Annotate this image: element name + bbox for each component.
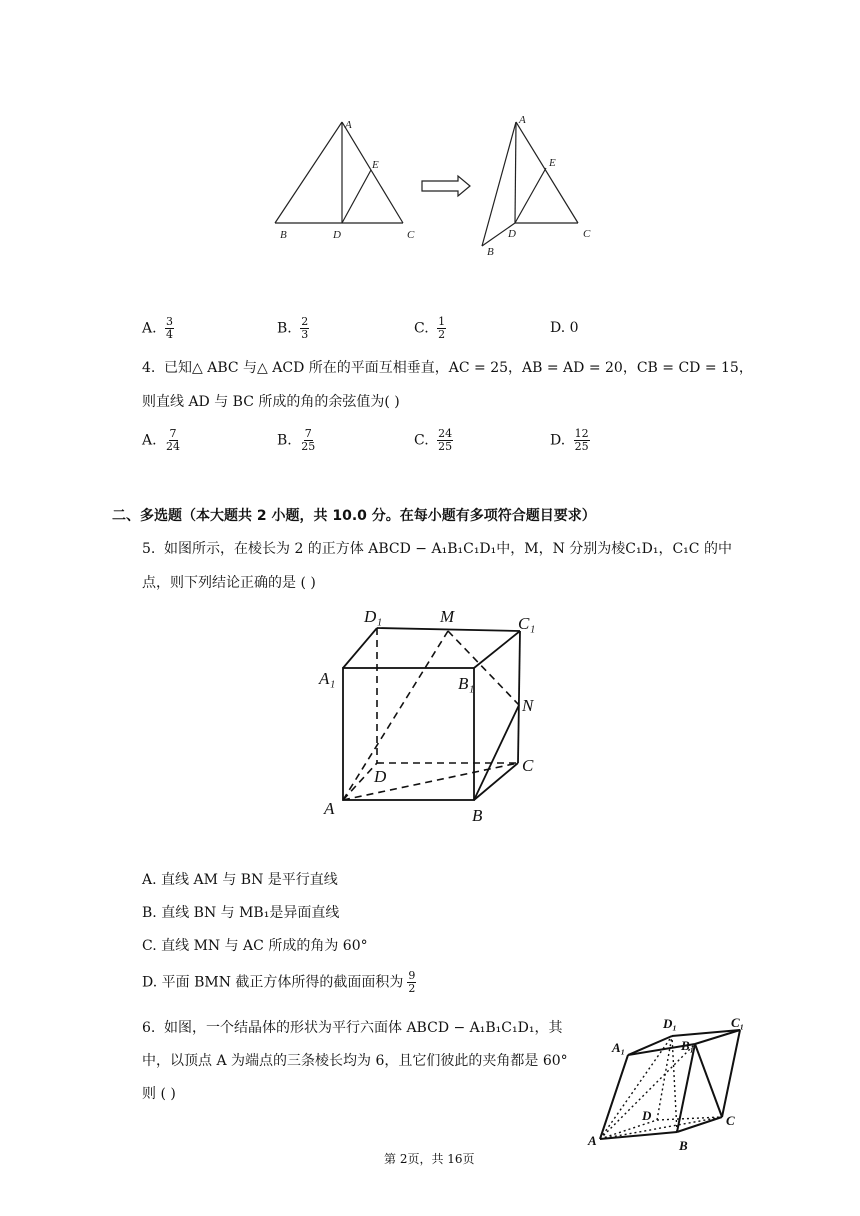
q5-option-a[interactable]: A. 直线 AM 与 BN 是平行直线 — [142, 872, 338, 888]
section-heading: 二、多选题（本大题共 2 小题，共 10.0 分。在每小题有多项符合题目要求） — [112, 508, 596, 524]
q5-stem-line2: 点，则下列结论正确的是 ( ) — [142, 575, 316, 591]
triangle-fold-figure — [260, 110, 610, 270]
q5-option-d[interactable]: D. 平面 BMN 截正方体所得的截面面积为 $\frac{9}{2}$ — [142, 969, 416, 995]
q6-stem-line1: 如图，一个结晶体的形状为平行六面体 ABCD − A₁B₁C₁D₁，其 — [164, 1020, 563, 1036]
q6-stem-line2: 中，以顶点 A 为端点的三条棱长均为 6，且它们彼此的夹角都是 60° — [142, 1053, 568, 1069]
label-B1: B₁ — [458, 674, 475, 693]
fraction: $\frac{12}{25}$ — [574, 427, 589, 453]
q3-option-b[interactable]: B. $\frac{2}{3}$ — [277, 315, 309, 341]
label-D: D — [642, 1108, 652, 1123]
label-D1: D₁ — [663, 1016, 677, 1031]
label-D2: D — [508, 228, 516, 240]
label-A1: A₁ — [319, 669, 336, 688]
parallelepiped-figure — [585, 1012, 760, 1157]
label-B: B — [280, 229, 287, 241]
label-D: D — [333, 229, 341, 241]
label-E: E — [372, 159, 379, 171]
cube-figure — [310, 600, 550, 830]
label-D: D — [374, 767, 387, 786]
label-C1: C₁ — [731, 1015, 745, 1030]
label-E2: E — [549, 157, 556, 169]
label-C: C — [407, 229, 415, 241]
q5-option-b[interactable]: B. 直线 BN 与 MB₁是异面直线 — [142, 905, 340, 921]
label-A: A — [588, 1133, 597, 1148]
q4-stem-line2: 则直线 AD 与 BC 所成的角的余弦值为( ) — [142, 394, 400, 410]
q3-option-c[interactable]: C. $\frac{1}{2}$ — [414, 315, 446, 341]
label-M: M — [440, 607, 455, 626]
q4-option-b[interactable]: B. $\frac{7}{25}$ — [277, 427, 316, 453]
fraction: $\frac{7}{24}$ — [166, 427, 181, 453]
label-B: B — [679, 1138, 688, 1153]
label-N: N — [522, 696, 534, 715]
q5-number: 5. — [142, 541, 156, 557]
label-B: B — [472, 806, 483, 825]
q5-option-c[interactable]: C. 直线 MN 与 AC 所成的角为 60° — [142, 938, 368, 954]
label-C: C — [522, 756, 534, 775]
label-A: A — [324, 799, 335, 818]
label-A1: A₁ — [612, 1040, 626, 1055]
q4-number: 4. — [142, 360, 156, 376]
label-B2: B — [487, 246, 494, 258]
q5-stem-line1: 如图所示，在棱长为 2 的正方体 ABCD − A₁B₁C₁D₁中，M，N 分别为棱C₁D₁，C₁C 的中 — [164, 541, 732, 557]
page-footer: 第 2页，共 16页 — [384, 1152, 475, 1166]
fraction: $\frac{2}{3}$ — [301, 315, 309, 341]
q4-option-c[interactable]: C. $\frac{24}{25}$ — [414, 427, 453, 453]
q4-stem-line1: 已知△ ABC 与△ ACD 所在的平面互相垂直，AC = 25，AB = AD = 20，CB = CD = 15， — [164, 360, 753, 376]
q3-option-d[interactable]: D. 0 — [550, 320, 579, 336]
q3-option-a[interactable]: A. $\frac{3}{4}$ — [142, 315, 174, 341]
q4-option-d[interactable]: D. $\frac{12}{25}$ — [550, 427, 589, 453]
q6-number: 6. — [142, 1020, 156, 1036]
label-A: A — [345, 119, 352, 131]
q4-option-a[interactable]: A. $\frac{7}{24}$ — [142, 427, 181, 453]
fraction: $\frac{9}{2}$ — [408, 969, 416, 995]
fraction: $\frac{1}{2}$ — [438, 315, 446, 341]
q6-stem-line3: 则 ( ) — [142, 1086, 176, 1102]
fraction: $\frac{7}{25}$ — [301, 427, 316, 453]
label-C2: C — [583, 228, 591, 240]
label-D1: D₁ — [364, 607, 383, 626]
label-A2: A — [519, 114, 526, 126]
label-C: C — [726, 1113, 735, 1128]
label-C1: C₁ — [518, 614, 536, 633]
fraction: $\frac{24}{25}$ — [438, 427, 453, 453]
fraction: $\frac{3}{4}$ — [166, 315, 174, 341]
label-B1: B₁ — [681, 1038, 695, 1053]
